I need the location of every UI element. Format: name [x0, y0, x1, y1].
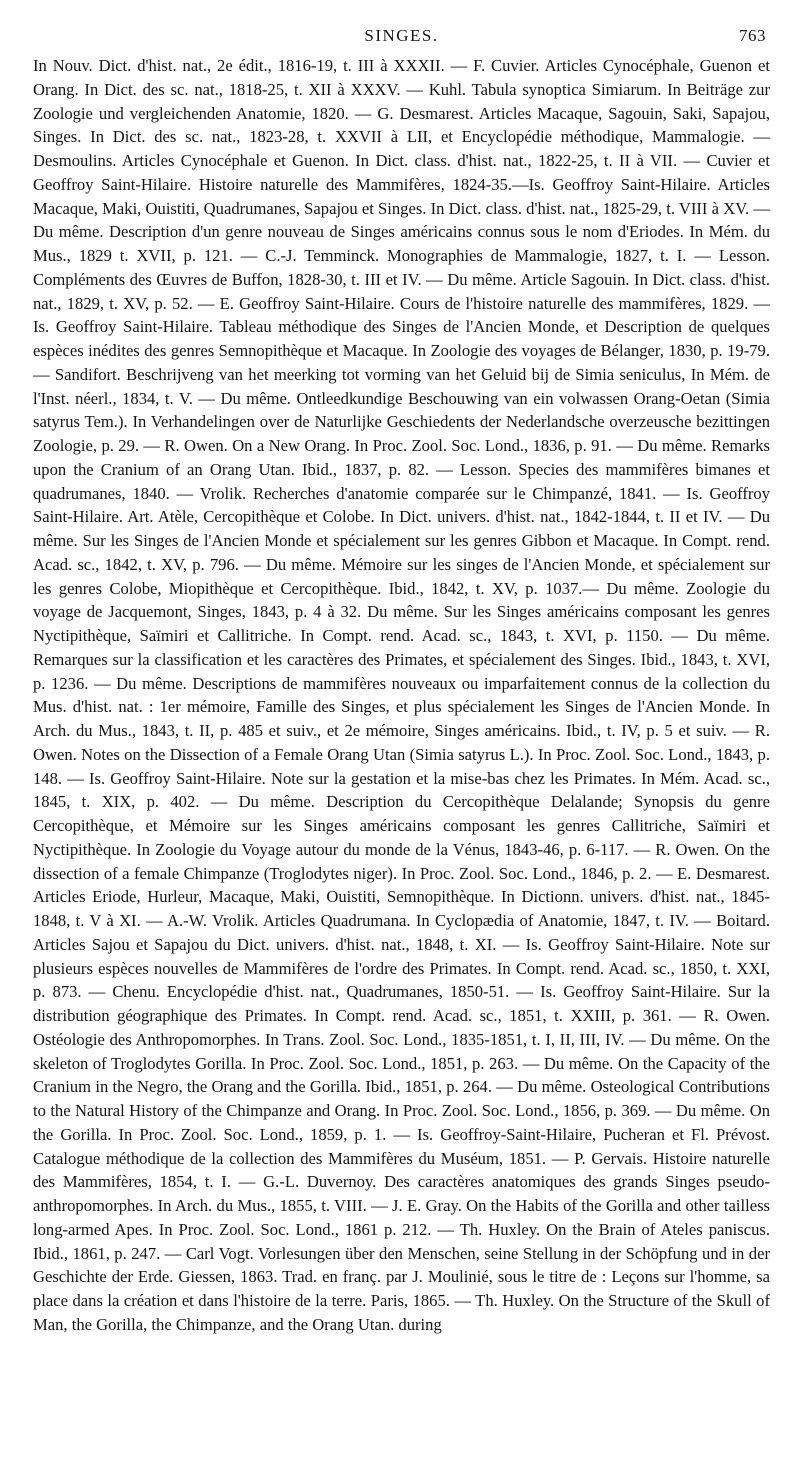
running-title: SINGES. [364, 26, 439, 45]
bibliography-paragraph: In Nouv. Dict. d'hist. nat., 2e édit., 1816-19, t. III à XXXII. — F. Cuvier. Articles Cynocéphale, Guenon et Orang. In Dict. des sc. nat., 1818-25, t. XII à XXXV. — Kuhl. Tabula synoptica Simiarum. In Beiträge zur Zoologie und vergleichenden Anatomie, 1820. — G. Desmarest. Articles Macaque, Sagouin, Saki, Sapajou, Singes. In Dict. des sc. nat., 1823-28, t. XXVII à LII, et Encyclopédie méthodique, Mammalogie. — Desmoulins. Articles Cynocéphale et Guenon. In Dict. class. d'hist. nat., 1822-25, t. II à VII. — Cuvier et Geoffroy Saint-Hilaire. Histoire naturelle des Mammifères, 1824-35.—Is. Geoffroy Saint-Hilaire. Articles Macaque, Maki, Ouistiti, Quadrumanes, Sapajou et Singes. In Dict. class. d'hist. nat., 1825-29, t. VIII à XV. — Du même. Description d'un genre nouveau de Singes américains connus sous le nom d'Eriodes. In Mém. du Mus., 1829 t. XVII, p. 121. — C.-J. Temminck. Monographies de Mammalogie, 1827, t. I. — Lesson. Compléments des Œuvres de Buffon, 1828-30, t. III et IV. — Du même. Article Sagouin. In Dict. class. d'hist. nat., 1829, t. XV, p. 52. — E. Geoffroy Saint-Hilaire. Cours de l'histoire naturelle des mammifères, 1829. — Is. Geoffroy Saint-Hilaire. Tableau méthodique des Singes de l'Ancien Monde, et Description de quelques espèces inédites des genres Semnopithèque et Macaque. In Zoologie des voyages de Bélanger, 1830, p. 19-79. — Sandifort. Beschrijveng van het meerking tot vorming van het Geluid bij de Simia seniculus, In Mém. de l'Inst. néerl., 1834, t. V. — Du même. Ontleedkundige Beschouwing van ein volwassen Orang-Oetan (Simia satyrus Tem.). In Verhandelingen over de Naturlijke Geschiedents der Nederlandsche overzeusche bezittingen Zoologie, p. 29. — R. Owen. On a New Orang. In Proc. Zool. Soc. Lond., 1836, p. 91. — Du même. Remarks upon the Cranium of an Orang Utan. Ibid., 1837, p. 82. — Lesson. Species des mammifères bimanes et quadrumanes, 1840. — Vrolik. Recherches d'anatomie comparée sur le Chimpanzé, 1841. — Is. Geoffroy Saint-Hilaire. Art. Atèle, Cercopithèque et Colobe. In Dict. univers. d'hist. nat., 1842-1844, t. II et IV. — Du même. Sur les Singes de l'Ancien Monde et spécialement sur les genres Gibbon et Macaque. In Compt. rend. Acad. sc., 1842, t. XV, p. 796. — Du même. Mémoire sur les singes de l'Ancien Monde, et spécialement sur les genres Colobe, Miopithèque et Cercopithèque. Ibid., 1842, t. XV, p. 1037.— Du même. Zoologie du voyage de Jacquemont, Singes, 1843, p. 4 à 32. Du même. Sur les Singes américains composant les genres Nyctipithèque, Saïmiri et Callitriche. In Compt. rend. Acad. sc., 1843, t. XVI, p. 1150. — Du même. Remarques sur la classification et les caractères des Primates, et spécialement des Singes. Ibid., 1843, t. XVI, p. 1236. — Du même. Descriptions de mammifères nouveaux ou imparfaitement connus de la collection du Mus. d'hist. nat. : 1er mémoire, Famille des Singes, et plus spécialement les Singes de l'Ancien Monde. In Arch. du Mus., 1843, t. II, p. 485 et suiv., et 2e mémoire, Singes américains. Ibid., t. IV, p. 5 et suiv. — R. Owen. Notes on the Dissection of a Female Orang Utan (Simia satyrus L.). In Proc. Zool. Soc. Lond., 1843, p. 148. — Is. Geoffroy Saint-Hilaire. Note sur la gestation et la mise-bas chez les Primates. In Mém. Acad. sc., 1845, t. XIX, p. 402. — Du même. Description du Cercopithèque Delalande; Synopsis du genre Cercopithèque, et Mémoire sur les Singes américains composant les genres Callitriche, Saïmiri et Nyctipithèque. In Zoologie du Voyage autour du monde de la Vénus, 1843-46, p. 6-117. — R. Owen. On the dissection of a female Chimpanze (Troglodytes niger). In Proc. Zool. Soc. Lond., 1846, p. 2. — E. Desmarest. Articles Eriode, Hurleur, Macaque, Maki, Ouistiti, Semnopithèque. In Dictionn. univers. d'hist. nat., 1845-1848, t. V à XI. — A.-W. Vrolik. Articles Quadrumana. In Cyclopædia of Anatomie, 1847, t. IV. — Boitard. Articles Sajou et Sapajou du Dict. univers. d'hist. nat., 1848, t. XI. — Is. Geoffroy Saint-Hilaire. Note sur plusieurs espèces nouvelles de Mammifères de l'ordre des Primates. In Compt. rend. Acad. sc., 1850, t. XXI, p. 873. — Chenu. Encyclopédie d'hist. nat., Quadrumanes, 1850-51. — Is. Geoffroy Saint-Hilaire. Sur la distribution géographique des Primates. In Compt. rend. Acad. sc., 1851, t. XXIII, p. 361. — R. Owen. Ostéologie des Anthropomorphes. In Trans. Zool. Soc. Lond., 1835-1851, t. I, II, III, IV. — Du même. On the skeleton of Troglodytes Gorilla. In Proc. Zool. Soc. Lond., 1851, p. 263. — Du même. On the Capacity of the Cranium in the Negro, the Orang and the Gorilla. Ibid., 1851, p. 264. — Du même. Osteological Contributions to the Natural History of the Chimpanze and Orang. In Proc. Zool. Soc. Lond., 1856, p. 369. — Du même. On the Gorilla. In Proc. Zool. Soc. Lond., 1859, p. 1. — Is. Geoffroy-Saint-Hilaire, Pucheran et Fl. Prévost. Catalogue méthodique de la collection des Mammifères du Muséum, 1851. — P. Gervais. Histoire naturelle des Mammifères, 1854, t. I. — G.-L. Duvernoy. Des caractères anatomiques des grands Singes pseudo-anthropomorphes. In Arch. du Mus., 1855, t. VIII. — J. E. Gray. On the Habits of the Gorilla and other tailless long-armed Apes. In Proc. Zool. Soc. Lond., 1861 p. 212. — Th. Huxley. On the Brain of Ateles paniscus. Ibid., 1861, p. 247. — Carl Vogt. Vorlesungen über den Menschen, seine Stellung in der Schöpfung und in der Geschichte der Erde. Giessen, 1863. Trad. en franç. par J. Moulinié, sous le titre de : Leçons sur l'homme, sa place dans la création et dans l'histoire de la terre. Paris, 1865. — Th. Huxley. On the Structure of the Skull of Man, the Gorilla, the Chimpanze, and the Orang Utan. during [33, 56, 770, 1334]
page-number: 763 [739, 26, 766, 45]
bibliography-text [33, 54, 770, 1337]
running-header [33, 22, 770, 48]
